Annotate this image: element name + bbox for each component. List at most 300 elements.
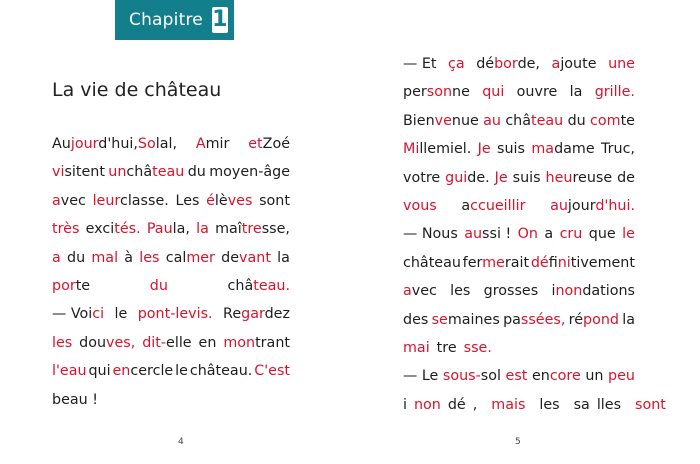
syllable: de: [617, 169, 635, 186]
syllable: du: [187, 164, 206, 181]
word: [175, 187, 199, 215]
highlighted-syllable: peu: [608, 368, 635, 385]
text-line: [52, 130, 290, 158]
word: [570, 78, 583, 106]
syllable: le: [175, 363, 188, 380]
syllable: mir: [205, 136, 230, 152]
highlighted-syllable: au: [483, 112, 501, 129]
highlighted-syllable: du: [149, 278, 168, 295]
word: [248, 130, 290, 158]
highlighted-syllable: ça: [448, 56, 465, 72]
highlighted-syllable: teau: [531, 112, 564, 129]
word: [482, 78, 504, 106]
word: [403, 277, 437, 305]
highlighted-syllable: qui: [482, 84, 505, 101]
text-line: [403, 334, 635, 362]
syllable: se: [595, 169, 613, 186]
syllable: classe.: [119, 192, 169, 209]
word: [544, 220, 553, 248]
highlighted-syllable: teau: [152, 164, 185, 181]
highlighted-syllable: tés.: [114, 221, 141, 238]
highlighted-syllable: pont-le: [137, 306, 189, 323]
highlighted-syllable: vi: [52, 164, 65, 181]
chapter-label: Chapitre: [129, 10, 203, 30]
word: [91, 244, 118, 272]
syllable: Bien: [403, 112, 435, 129]
word: [450, 277, 470, 305]
syllable: du: [567, 112, 586, 129]
text-line: [52, 357, 290, 385]
highlighted-syllable: est: [505, 368, 528, 385]
word: [568, 107, 586, 135]
syllable: vement: [580, 254, 635, 271]
text-line: [403, 50, 635, 78]
word: [403, 192, 437, 220]
syllable: vre: [534, 84, 558, 101]
text-line: [52, 272, 290, 300]
highlighted-syllable: a: [551, 56, 561, 72]
highlighted-syllable: bor: [494, 56, 518, 72]
word: [539, 391, 566, 419]
word: [52, 329, 72, 357]
highlighted-syllable: dit-: [142, 334, 167, 351]
syllable: cle: [152, 363, 174, 380]
word: [403, 107, 479, 135]
word: [518, 220, 538, 248]
syllable: nes: [474, 311, 500, 328]
syllable: ne: [452, 84, 470, 101]
syllable: d'hui,: [98, 136, 138, 152]
syllable: sa: [573, 396, 590, 413]
text-line: [52, 329, 290, 357]
word: [115, 300, 128, 328]
word: [589, 220, 616, 248]
word: [503, 306, 565, 334]
text-line: [52, 187, 290, 215]
word: [608, 50, 635, 78]
word: [491, 391, 532, 419]
word: [124, 244, 133, 272]
syllable: — Voi: [52, 306, 93, 323]
syllable: nue: [451, 112, 479, 129]
syllable: des: [403, 311, 429, 328]
syllable: à: [124, 249, 134, 266]
word: [432, 306, 500, 334]
word: [403, 220, 458, 248]
word: [463, 249, 529, 277]
word: [517, 78, 558, 106]
text-line: [52, 386, 290, 414]
text-line: [403, 220, 635, 248]
syllable: ré: [568, 311, 584, 328]
word: [206, 187, 252, 215]
syllable: rait: [504, 254, 530, 271]
syllable: sol: [480, 368, 501, 385]
text-line: [403, 107, 635, 135]
word: [497, 135, 525, 163]
syllable: les: [450, 283, 471, 300]
syllable: sont: [259, 192, 290, 209]
highlighted-syllable: mon: [223, 334, 256, 351]
highlighted-syllable: por: [52, 278, 76, 295]
syllable: te: [75, 278, 91, 295]
syllable: lles: [596, 396, 622, 413]
highlighted-syllable: mai: [403, 340, 430, 357]
highlighted-syllable: So: [137, 136, 156, 152]
word: [443, 362, 501, 390]
word: [495, 164, 508, 192]
highlighted-syllable: ci: [92, 306, 105, 323]
word: [259, 187, 290, 215]
highlighted-syllable: vis.: [188, 306, 213, 323]
word: [52, 386, 105, 414]
highlighted-syllable: com: [590, 112, 621, 129]
highlighted-syllable: les: [52, 334, 73, 351]
right-page-text: [403, 50, 666, 419]
word: [505, 107, 563, 135]
word: [403, 135, 471, 163]
highlighted-syllable: ves,: [106, 334, 136, 351]
highlighted-syllable: é: [206, 192, 215, 209]
highlighted-syllable: un: [108, 164, 127, 181]
syllable: le: [114, 306, 128, 323]
highlighted-syllable: ccueillir: [470, 198, 526, 215]
word: [506, 362, 528, 390]
syllable: les: [539, 396, 560, 413]
highlighted-syllable: A: [195, 136, 206, 152]
word: [532, 362, 581, 390]
syllable: trant: [255, 334, 290, 351]
highlighted-syllable: jour: [70, 136, 99, 152]
syllable: la,: [172, 221, 190, 238]
word: [196, 130, 230, 158]
word: [635, 391, 673, 419]
word: [560, 220, 583, 248]
word: [622, 220, 635, 248]
word: [228, 272, 290, 300]
syllable: châ: [403, 254, 429, 271]
text-line: [403, 391, 666, 419]
syllable: jour: [567, 198, 596, 215]
word: [215, 215, 290, 243]
word: [79, 329, 135, 357]
highlighted-syllable: sont: [635, 396, 666, 413]
syllable: fer: [462, 254, 483, 271]
text-line: [403, 78, 635, 106]
syllable: da: [582, 283, 601, 300]
word: [138, 300, 213, 328]
syllable: — Nous: [403, 226, 458, 243]
highlighted-syllable: grille.: [594, 84, 635, 101]
word: [403, 164, 440, 192]
word: [546, 164, 613, 192]
syllable: en: [198, 334, 217, 351]
syllable: maî: [215, 221, 242, 238]
word: [86, 215, 141, 243]
word: [513, 164, 541, 192]
highlighted-syllable: Mi: [403, 141, 420, 158]
highlighted-syllable: très: [52, 221, 80, 238]
highlighted-syllable: gui: [445, 169, 468, 186]
syllable: ti: [570, 254, 581, 271]
highlighted-syllable: ves: [227, 192, 253, 209]
word: [551, 277, 635, 305]
syllable: de.: [467, 169, 490, 186]
highlighted-syllable: mal: [91, 249, 119, 266]
syllable: ou: [516, 84, 535, 101]
syllable: de: [221, 249, 240, 266]
highlighted-syllable: son: [426, 84, 453, 101]
text-line: [52, 244, 290, 272]
word: [403, 78, 470, 106]
syllable: — Et: [403, 56, 437, 72]
highlighted-syllable: au: [464, 226, 483, 243]
word: [52, 130, 177, 158]
syllable: vec: [60, 192, 86, 209]
highlighted-syllable: ni: [557, 254, 571, 271]
syllable: tions: [600, 283, 635, 300]
word: [601, 135, 635, 163]
word: [221, 244, 271, 272]
syllable: sitent: [64, 164, 105, 181]
syllable: sse,: [261, 221, 290, 238]
highlighted-syllable: les: [139, 249, 160, 266]
text-line: [403, 249, 635, 277]
highlighted-syllable: en: [112, 363, 131, 380]
syllable: suis: [497, 141, 525, 158]
word: [142, 329, 191, 357]
word: [403, 334, 499, 362]
word: [223, 300, 290, 328]
syllable: Au: [52, 136, 71, 152]
word: [277, 244, 290, 272]
highlighted-syllable: non: [413, 396, 441, 413]
syllable: teau: [428, 254, 461, 271]
syllable: te: [620, 112, 635, 129]
highlighted-syllable: ssées,: [520, 311, 566, 328]
highlighted-syllable: Pau: [146, 221, 173, 238]
syllable: en: [531, 368, 550, 385]
highlighted-syllable: core: [549, 368, 581, 385]
word: [448, 50, 465, 78]
syllable: dou: [79, 334, 107, 351]
syllable: miel.: [436, 141, 472, 158]
syllable: i: [551, 283, 556, 300]
syllable: moyen-âge: [209, 164, 290, 181]
word: [223, 329, 290, 357]
highlighted-syllable: et: [248, 136, 263, 152]
syllable: dé: [476, 56, 495, 72]
word: [209, 158, 290, 186]
highlighted-syllable: se: [431, 311, 448, 328]
syllable: dé: [447, 396, 466, 413]
word: [188, 158, 206, 186]
syllable: dez: [264, 306, 290, 323]
syllable: pa: [503, 311, 521, 328]
highlighted-syllable: vant: [239, 249, 271, 266]
word: [622, 306, 635, 334]
highlighted-syllable: sous-: [442, 368, 481, 385]
text-line: [403, 277, 635, 305]
word: [403, 362, 438, 390]
syllable: la: [622, 311, 635, 328]
word: [196, 215, 209, 243]
word: [585, 362, 603, 390]
syllable: ,: [472, 396, 478, 413]
syllable: châ: [126, 164, 153, 181]
left-page-number: 4: [178, 437, 184, 447]
syllable: du: [67, 249, 86, 266]
syllable: mai: [447, 311, 475, 328]
word: [190, 357, 252, 385]
text-line: [403, 135, 635, 163]
highlighted-syllable: Je: [477, 141, 491, 158]
syllable: la: [277, 249, 290, 266]
syllable: cal: [165, 249, 187, 266]
syllable: te: [582, 56, 597, 72]
syllable: lle: [419, 141, 437, 158]
syllable: elle: [166, 334, 192, 351]
highlighted-syllable: a: [52, 249, 61, 266]
syllable: lè: [214, 192, 228, 209]
word: [403, 249, 461, 277]
syllable: cer: [130, 363, 153, 380]
syllable: ssi !: [482, 226, 512, 243]
word: [67, 244, 85, 272]
text-line: [403, 306, 635, 334]
word: [617, 164, 635, 192]
syllable: lal,: [155, 136, 177, 152]
text-line: [403, 164, 635, 192]
page-title: La vie de château: [52, 79, 222, 101]
text-line: [52, 158, 290, 186]
word: [483, 107, 501, 135]
word: [484, 277, 539, 305]
word: [112, 357, 173, 385]
word: [574, 391, 628, 419]
word: [590, 107, 635, 135]
syllable: qui: [88, 363, 111, 380]
syllable: reu: [572, 169, 596, 186]
highlighted-syllable: pond: [583, 311, 619, 328]
word: [52, 272, 90, 300]
word: [52, 244, 61, 272]
word: [93, 187, 169, 215]
syllable: tre: [420, 169, 441, 186]
highlighted-syllable: vous: [403, 198, 437, 215]
highlighted-syllable: d'hui.: [595, 198, 635, 215]
highlighted-syllable: mais: [491, 396, 526, 413]
word: [476, 50, 540, 78]
text-line: [52, 215, 290, 243]
syllable: per: [403, 84, 427, 101]
highlighted-syllable: mer: [186, 249, 215, 266]
word: [52, 158, 105, 186]
highlighted-syllable: Je: [494, 169, 508, 186]
highlighted-syllable: le: [622, 226, 635, 243]
highlighted-syllable: dé: [530, 254, 549, 271]
text-line: [403, 362, 635, 390]
syllable: suis: [512, 169, 541, 186]
syllable: beau !: [52, 391, 98, 408]
word: [199, 329, 217, 357]
highlighted-syllable: teau.: [253, 278, 290, 295]
syllable: que: [588, 226, 616, 243]
syllable: — Le: [403, 368, 439, 385]
word: [175, 357, 188, 385]
right-page-number: 5: [515, 437, 521, 447]
syllable: un: [585, 368, 604, 385]
syllable: Re: [223, 306, 242, 323]
syllable: a: [461, 198, 471, 215]
word: [478, 135, 491, 163]
syllable: Les: [175, 192, 200, 209]
highlighted-syllable: une: [608, 56, 635, 72]
highlighted-syllable: a: [52, 192, 61, 209]
highlighted-syllable: non: [555, 283, 583, 300]
syllable: i: [403, 396, 407, 413]
word: [531, 249, 635, 277]
highlighted-syllable: au: [550, 198, 568, 215]
highlighted-syllable: sse.: [463, 340, 492, 357]
syllable: de,: [517, 56, 540, 72]
word: [403, 306, 428, 334]
word: [52, 215, 79, 243]
syllable: châ: [189, 363, 216, 380]
chapter-number: 1: [212, 7, 228, 32]
highlighted-syllable: tre: [241, 221, 262, 238]
highlighted-syllable: a: [403, 283, 412, 300]
word: [108, 158, 184, 186]
word: [52, 300, 104, 328]
word: [147, 215, 190, 243]
word: [403, 391, 484, 419]
syllable: Truc,: [601, 141, 635, 158]
highlighted-syllable: l'eau: [52, 363, 87, 380]
syllable: Zoé: [262, 136, 290, 152]
word: [464, 220, 511, 248]
word: [254, 357, 290, 385]
word: [166, 244, 215, 272]
syllable: gro: [483, 283, 508, 300]
highlighted-syllable: cru: [559, 226, 583, 243]
word: [150, 272, 168, 300]
word: [569, 306, 619, 334]
syllable: sses: [507, 283, 539, 300]
highlighted-syllable: gar: [241, 306, 265, 323]
left-page-text: [52, 130, 290, 414]
word: [139, 244, 159, 272]
highlighted-syllable: C'est: [254, 363, 290, 380]
syllable: la: [569, 84, 583, 101]
word: [531, 135, 594, 163]
word: [52, 187, 86, 215]
syllable: teau.: [215, 363, 253, 380]
syllable: jou: [560, 56, 583, 72]
word: [608, 362, 635, 390]
syllable: châ: [505, 112, 531, 129]
word: [552, 50, 597, 78]
highlighted-syllable: leur: [92, 192, 120, 209]
word: [52, 357, 87, 385]
text-line: [403, 192, 635, 220]
highlighted-syllable: ve: [434, 112, 452, 129]
syllable: a: [544, 226, 554, 243]
syllable: fi: [548, 254, 558, 271]
highlighted-syllable: heu: [545, 169, 573, 186]
highlighted-syllable: On: [517, 226, 538, 243]
highlighted-syllable: ma: [531, 141, 555, 158]
